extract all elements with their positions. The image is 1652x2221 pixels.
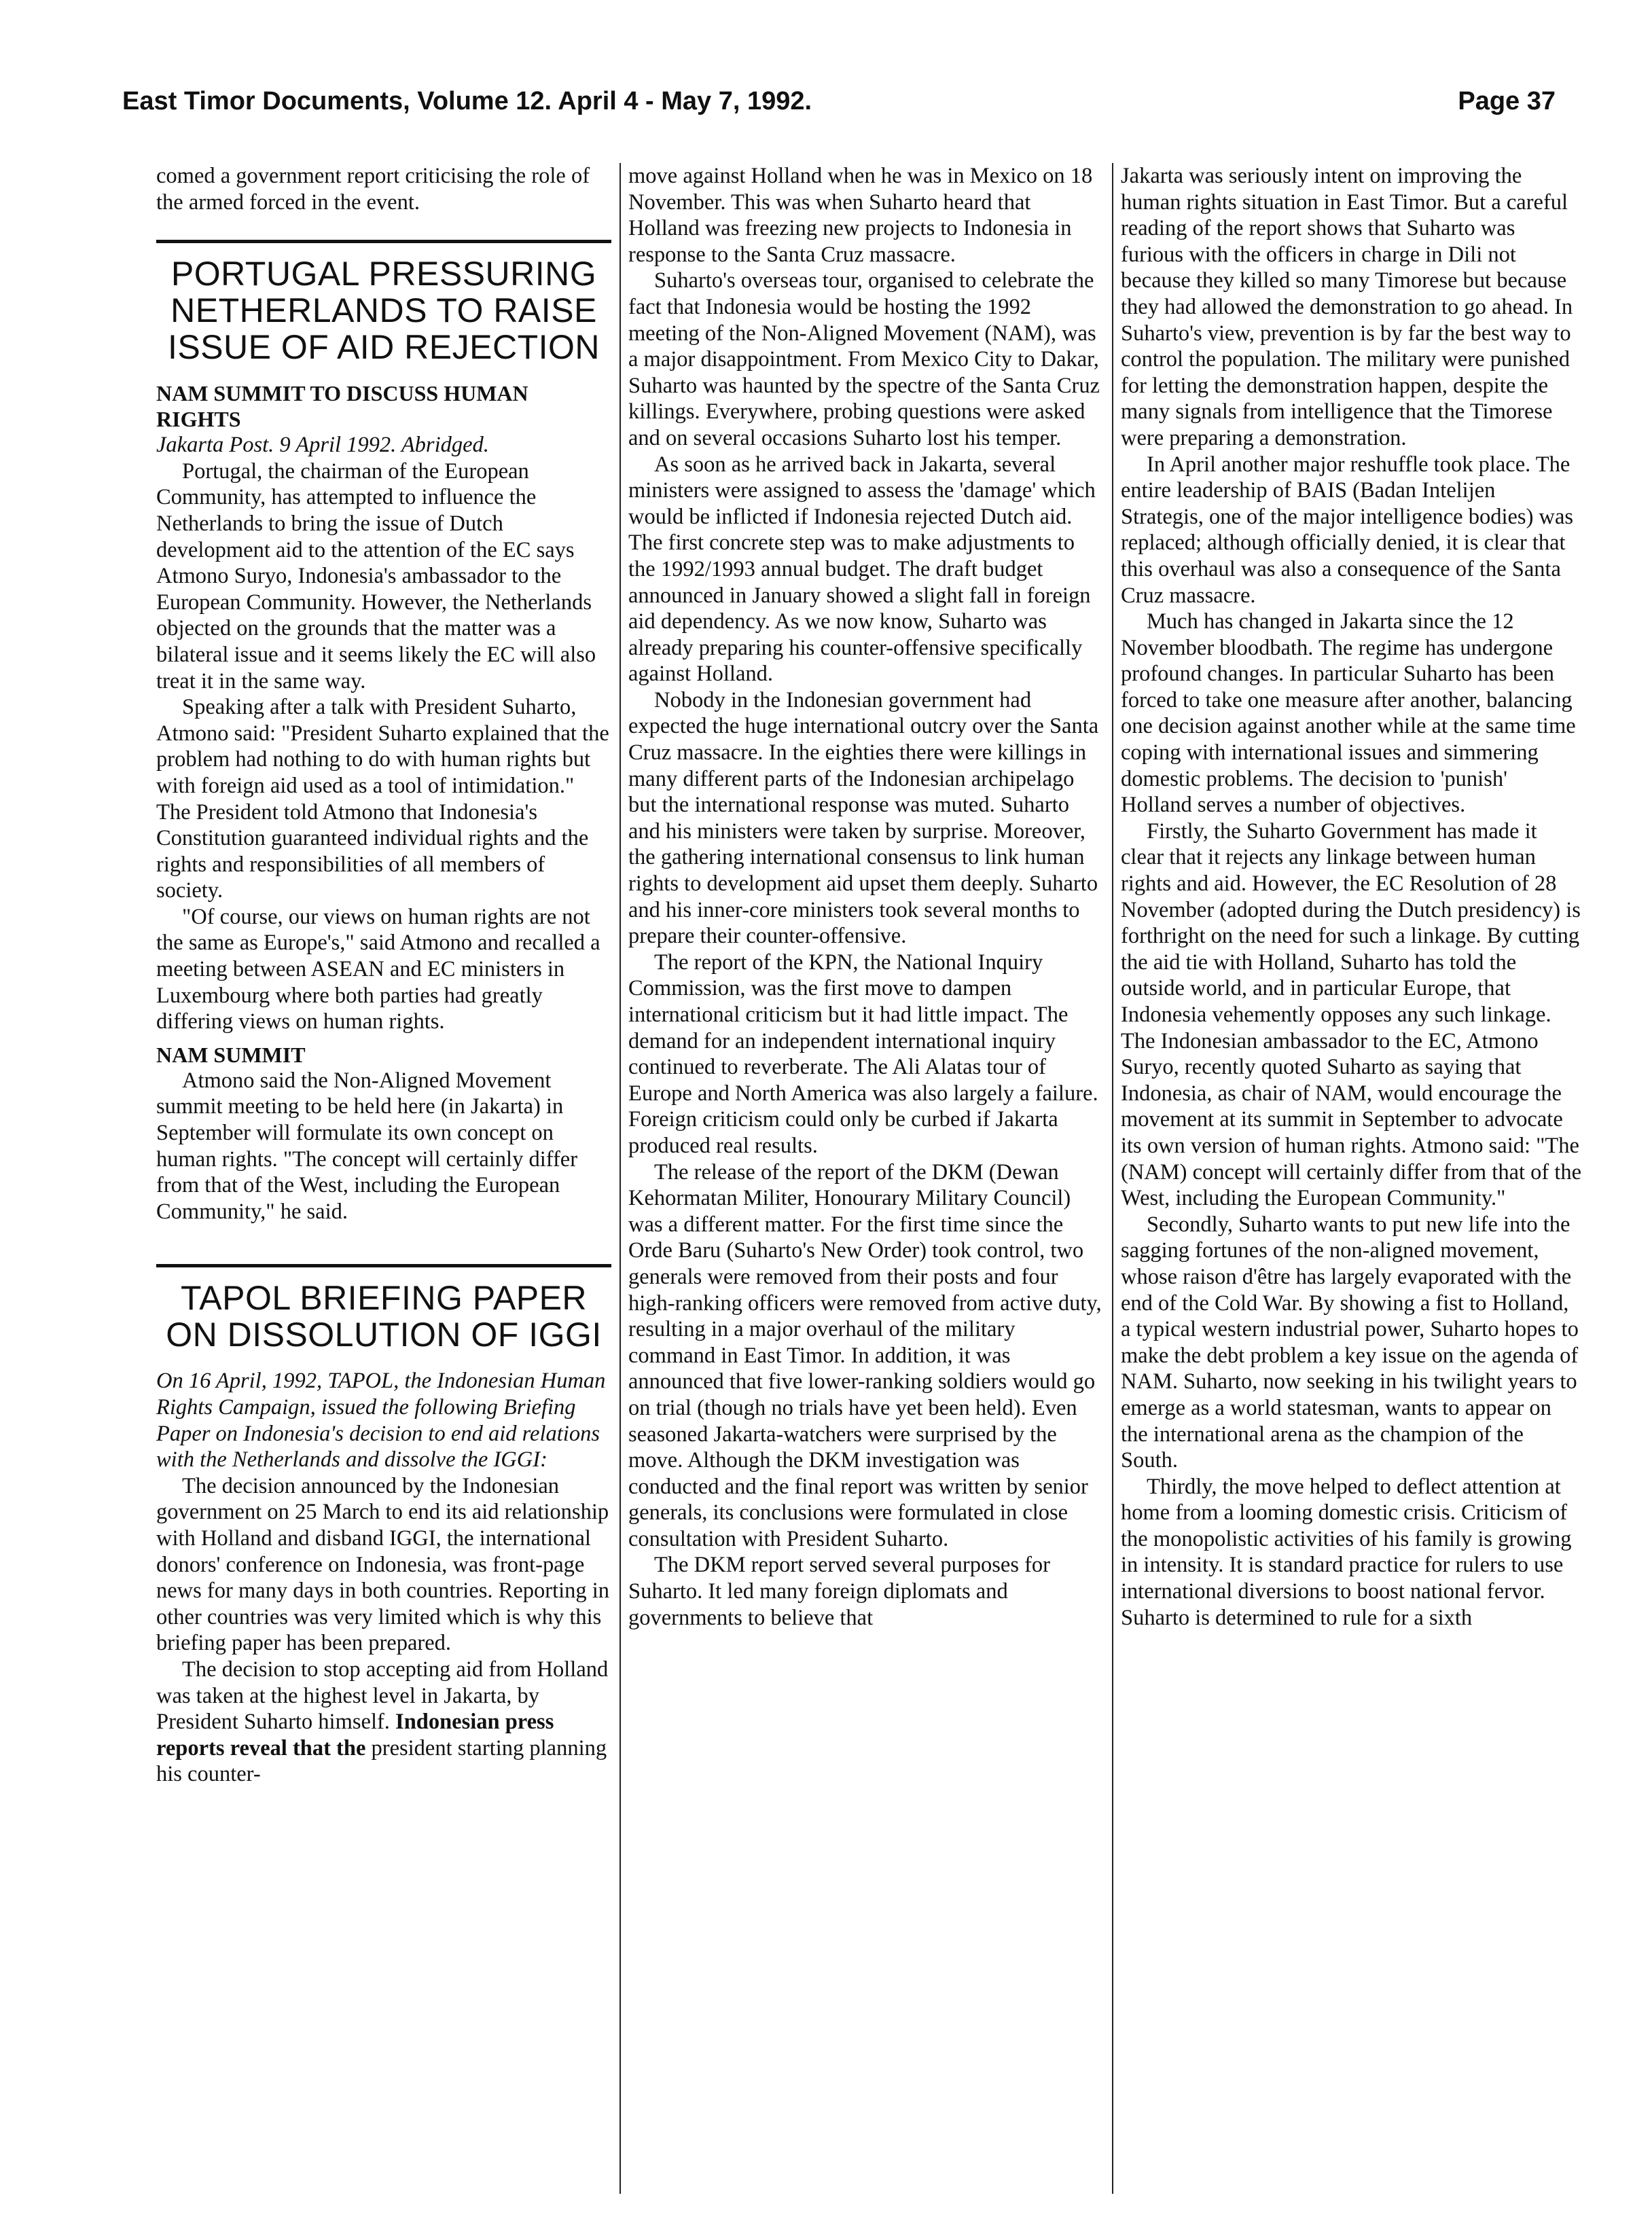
running-title: East Timor Documents, Volume 12. April 4 - May 7, 1992. xyxy=(122,87,812,115)
paragraph: The report of the KPN, the National Inquiry Commission, was the first move to dampen international criticism but it had little impact. The demand for an independent international inquiry continued to reverberate. The Ali Alatas tour of Europe and North America was also largely a failure. Foreign criticism could only be curbed if Jakarta produced real results. xyxy=(628,950,1098,1158)
column-2 xyxy=(628,163,1104,2194)
column-divider xyxy=(620,163,621,2194)
paragraph: The release of the report of the DKM (Dewan Kehormatan Militer, Honourary Military Council) was a different matter. For the first time since the Orde Baru (Suharto's New Order) took control, two generals were removed from their posts and four high-ranking officers were removed from active duty, resulting in a major overhaul of the military command in East Timor. In addition, it was announced that five lower-ranking soldiers would go on trial (though no trials have yet been held). Even seasoned Jakarta-watchers were surprised by the move. Although the DKM investigation was conducted and the final report was written by senior generals, its conclusions were formulated in close consultation with President Suharto. xyxy=(628,1159,1102,1551)
paragraph-text: The decision to stop accepting aid from Holland was taken at the highest level in Jakarta, by President Suharto himself. xyxy=(156,1657,609,1735)
paragraph xyxy=(156,1657,611,1788)
paragraph: "Of course, our views on human rights are not the same as Europe's," said Atmono and recalled a meeting between ASEAN and EC ministers in Luxembourg where both parties had greatly differing views on human rights. xyxy=(156,904,600,1034)
paragraph: Firstly, the Suharto Government has made it clear that it rejects any linkage between human rights and aid. However, the EC Resolution of 28 November (adopted during the Dutch presidency) is forthright on the need for such a linkage. By cutting the aid tie with Holland, Suharto has told the outside world, and in particular Europe, that Indonesia vehemently opposes any such linkage. The Indonesian ambassador to the EC, Atmono Suryo, recently quoted Suharto as saying that Indonesia, as chair of NAM, would encourage the movement at its summit in September to advocate its own version of human rights. Atmono said: "The (NAM) concept will certainly differ from that of the West, including the European Community." xyxy=(1121,818,1582,1211)
page-number: Page 37 xyxy=(1458,87,1556,115)
column-divider xyxy=(1112,163,1113,2194)
paragraph: move against Holland when he was in Mexico on 18 November. This was when Suharto heard that Holland was freezing new projects to Indonesia in response to the Santa Cruz massacre. xyxy=(628,164,1093,267)
article-subheading: NAM SUMMIT TO DISCUSS HUMAN RIGHTS xyxy=(156,381,528,432)
article-headline: PORTUGAL PRESSURING NETHERLANDS TO RAISE ISSUE OF AID REJECTION xyxy=(167,255,600,367)
article-rule xyxy=(156,240,611,243)
column-3 xyxy=(1121,163,1583,2194)
paragraph: Atmono said the Non-Aligned Movement summit meeting to be held here (in Jakarta) in September will formulate its own concept on human rights. "The concept will certainly differ from that of the West, including the European Community," he said. xyxy=(156,1068,578,1224)
paragraph: Nobody in the Indonesian government had expected the huge international outcry over the Santa Cruz massacre. In the eighties there were killings in many different parts of the Indonesian archipelago but the international response was muted. Suharto and his ministers were taken by surprise. Moreover, the gathering international consensus to link human rights to development aid upset them deeply. Suharto and his inner-core ministers took several months to prepare their counter-offensive. xyxy=(628,687,1099,949)
paragraph: Thirdly, the move helped to deflect attention at home from a looming domestic crisis. Criticism of the monopolistic activities of his family is growing in intensity. It is standard practice for rulers to use international diversions to boost national fervor. Suharto is determined to rule for a sixth xyxy=(1121,1474,1572,1630)
section-subheading: NAM SUMMIT xyxy=(156,1042,306,1067)
paragraph: comed a government report criticising the role of the armed forced in the event. xyxy=(156,164,590,215)
paragraph: In April another major reshuffle took place. The entire leadership of BAIS (Badan Intelijen Strategis, one of the major intelligence bodies) was replaced; although officially denied, it is clear that this overhaul was also a consequence of the Santa Cruz massacre. xyxy=(1121,452,1574,608)
paragraph: Secondly, Suharto wants to put new life into the sagging fortunes of the non-aligned movement, whose raison d'être has largely evaporated with the end of the Cold War. By showing a fist to Holland, a typical western industrial power, Suharto hopes to make the debt problem a key issue on the agenda of NAM. Suharto, now seeking in his twilight years to emerge as a world statesman, wants to appear on the international arena as the champion of the South. xyxy=(1121,1212,1579,1473)
paragraph: Jakarta was seriously intent on improving the human rights situation in East Timor. But a careful reading of the report shows that Suharto was furious with the officers in charge in Dili not because they killed so many Timorese but because they had allowed the demonstration to go ahead. In Suharto's view, prevention is by far the best way to control the population. The military were punished for letting the demonstration happen, despite the many signals from intelligence that the Timorese were preparing a demonstration. xyxy=(1121,164,1573,450)
paragraph: As soon as he arrived back in Jakarta, several ministers were assigned to assess the 'damage' which would be inflicted if Indonesia rejected Dutch aid. The first concrete step was to make adjustments to the 1992/1993 annual budget. The draft budget announced in January showed a slight fall in foreign aid dependency. As we now know, Suharto was already preparing his counter-offensive specifically against Holland. xyxy=(628,452,1096,687)
paragraph: The DKM report served several purposes for Suharto. It led many foreign diplomats and governments to believe that xyxy=(628,1553,1051,1630)
article-rule xyxy=(156,1264,611,1267)
paragraph-text: president starting planning his counter- xyxy=(156,1735,607,1787)
article-source: Jakarta Post. 9 April 1992. Abridged. xyxy=(156,433,489,458)
paragraph: Speaking after a talk with President Suharto, Atmono said: "President Suharto explained that the problem had nothing to do with human rights but with foreign aid used as a tool of intimidation." The President told Atmono that Indonesia's Constitution guaranteed individual rights and the rights and responsibilities of all members of society. xyxy=(156,695,609,903)
bold-text: Indonesian press reports reveal that the xyxy=(156,1710,554,1760)
page-header xyxy=(122,80,1556,128)
article-headline: TAPOL BRIEFING PAPER ON DISSOLUTION OF IGGI xyxy=(166,1279,602,1354)
paragraph: Suharto's overseas tour, organised to celebrate the fact that Indonesia would be hosting the 1992 meeting of the Non-Aligned Movement (NAM), was a major disappointment. From Mexico City to Dakar, Suharto was haunted by the spectre of the Santa Cruz killings. Everywhere, probing questions were asked and on several occasions Suharto lost his temper. xyxy=(628,268,1100,450)
paragraph: Portugal, the chairman of the European Community, has attempted to influence the Netherlands to bring the issue of Dutch development aid to the attention of the EC says Atmono Suryo, Indonesia's ambassador to the European Community. However, the Netherlands objected on the grounds that the matter was a bilateral issue and it seems likely the EC will also treat it in the same way. xyxy=(156,458,596,693)
paragraph: Much has changed in Jakarta since the 12 November bloodbath. The regime has undergone profound changes. In particular Suharto has been forced to take one measure after another, balancing one decision against another while at the same time coping with international issues and simmering domestic problems. The decision to 'punish' Holland serves a number of objectives. xyxy=(1121,609,1576,818)
paragraph: The decision announced by the Indonesian government on 25 March to end its aid relationship with Holland and disband IGGI, the international donors' conference on Indonesia, was front-page news for many days in both countries. Reporting in other countries was very limited which is why this briefing paper has been prepared. xyxy=(156,1473,610,1656)
article-intro: On 16 April, 1992, TAPOL, the Indonesian Human Rights Campaign, issued the following Briefing Paper on Indonesia's decision to end aid relations with the Netherlands and dissolve the IGGI: xyxy=(156,1369,606,1473)
column-1 xyxy=(156,163,611,2194)
